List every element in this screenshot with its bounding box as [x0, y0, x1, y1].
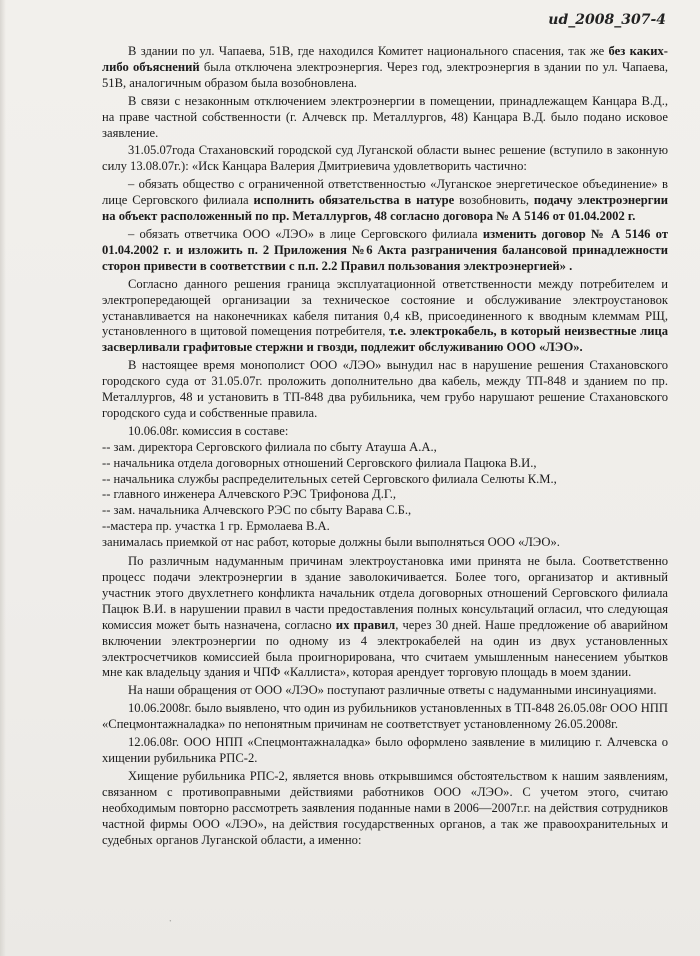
- text-run: 31.05.07года Стахановский городской суд Луганской области вынес решение (вступило в законную силу 13.08.07г.): «Иск Канцара Валерия Дмитриевича удовлетворить частично:: [102, 143, 668, 174]
- bold-text: без каких-либо объяснений: [102, 44, 669, 74]
- text-run: 10.06.08г. комиссия в составе:: [128, 423, 289, 438]
- commission-member: -- зам. начальника Алчевского РЭС по сбыту Варава С.Б.,: [102, 503, 412, 518]
- commission-list: [102, 440, 668, 535]
- commission-member: -- главного инженера Алчевского РЭС Трифонова Д.Г.,: [102, 487, 397, 502]
- paragraph: [102, 735, 668, 767]
- paragraph: [102, 701, 668, 733]
- text-run: Хищение рубильника РПС-2, является вновь открывшимся обстоятельством к нашим заявлениям, связанном с противоправными действиями работников ООО «ЛЭО». С учетом этого, считаю необходимым повторно рассмотреть заявления поданные нами в 2006—2007г.г. на действия сотрудников частной фирмы ООО «ЛЭО», на действия государственных органов, а так же правоохранительных и судебных органов Луганской области, а именно:: [102, 768, 668, 847]
- text-run: В здании по ул. Чапаева, 51В, где находился Комитет национального спасения, так же: [128, 44, 609, 58]
- bold-text: исполнить обязательства в натуре: [253, 193, 455, 208]
- text-run: , через 30 дней. Наше предложение об аварийном включении электроэнергии по одному из 4 электрокабелей на один из двух установленных электросчетчиков комиссией была проигнорирована, что считаем умышленным нанесением убытков мне как владельцу здания и ЧПФ «Каллиста», которая арендует торговую площадь в моем здании.: [102, 617, 668, 680]
- text-run: – обязать общество с ограниченной ответственностью «Луганское энергетическое объединение» в лице Серговского филиала: [102, 177, 668, 208]
- paragraph: [102, 227, 668, 275]
- text-run: На наши обращения от ООО «ЛЭО» поступают различные ответы с надуманными инсинуациями.: [128, 683, 657, 698]
- document-body: [102, 44, 668, 848]
- paragraph: [102, 683, 668, 699]
- paragraph: [102, 177, 668, 225]
- text-run: 10.06.2008г. было выявлено, что один из рубильников установленных в ТП-848 26.05.08г ООО НПП «Спецмонтажналадка» по непонятным причинам не соответствует установленному 26.05.2008г.: [102, 701, 668, 732]
- document-id: ud_2008_307-4: [548, 12, 666, 28]
- text-run: была отключена электроэнергия. Через год, электроэнергия в здании по ул. Чапаева, 51В, аналогичным образом была возобновлена.: [102, 59, 668, 90]
- paragraph: [102, 358, 668, 422]
- commission-member: -- зам. директора Серговского филиала по сбыту Атауша А.А.,: [102, 439, 437, 454]
- text-run: В связи с незаконным отключением электроэнергии в помещении, принадлежащем Канцара В.Д., на праве частной собственности (г. Алчевск пр. Металлургов, 48) Канцара В.Д. было подано исковое заявление.: [102, 93, 668, 140]
- paragraph: [102, 424, 668, 440]
- paragraph: [102, 277, 668, 357]
- text-run: 12.06.08г. ООО НПП «Спецмонтажналадка» было оформлено заявление в милицию г. Алчевска о хищении рубильника РПС-2.: [102, 735, 668, 765]
- scan-mark: ˙: [168, 918, 173, 933]
- commission-member: -- начальника отдела договорных отношений Серговского филиала Пацюка В.И.,: [102, 455, 537, 470]
- bold-text: их правил: [335, 617, 396, 632]
- paragraph: [102, 554, 668, 681]
- commission-tail: занималась приемкой от нас работ, которые должны были выполняться ООО «ЛЭО».: [102, 535, 560, 550]
- bold-text: т.е. электрокабель, в который неизвестные лица засверливали графитовые стержни и гвозди, подлежит обслуживанию ООО «ЛЭО».: [102, 324, 669, 355]
- scan-shadow: [0, 0, 6, 956]
- text-run: – обязать ответчика ООО «ЛЭО» в лице Серговского филиала: [128, 226, 483, 241]
- bold-text: изменить договор № А 5146 от 01.04.2002 г. и изложить п. 2 Приложения №6 Акта разграничения балансовой принадлежности сторон привести в соответствии с п.п. 2.2 Правил пользования электроэнергией» .: [102, 226, 668, 273]
- paragraphs-block-2: [102, 554, 668, 848]
- bold-text: подачу электроэнергии на объект расположенный по пр. Металлургов, 48 согласно договора № А 5146 от 01.04.2002 г.: [102, 193, 668, 224]
- paragraph: [102, 44, 668, 92]
- commission-member: -- начальника службы распределительных сетей Серговского филиала Селюты К.М.,: [102, 471, 557, 486]
- text-run: возобновить,: [454, 193, 534, 208]
- paragraph: [102, 94, 668, 142]
- commission-member: --мастера пр. участка 1 гр. Ермолаева В.А.: [102, 519, 330, 534]
- paragraph: [102, 143, 668, 175]
- paragraphs-block-1: [102, 44, 668, 440]
- text-run: По различным надуманным причинам электроустановка ими принята не была. Соответственно процесс подачи электроэнергии в здание заволокичивается. Более того, организатор и активный участник этого двухлетнего конфликта начальник отдела договорных отношений Серговского филиала Пацюк В.И. в нарушении правил в части предоставления полных консультаций огласил, что следующая комиссия может быть назначена, согласно: [102, 554, 668, 632]
- text-run: В настоящее время монополист ООО «ЛЭО» вынудил нас в нарушение решения Стахановского городского суда от 31.05.07г. проложить дополнительно два кабель, между ТП-848 и зданием по пр. Металлургов, 48 и установить в ТП-848 два рубильника, чем грубо нарушают решение Стахановского городского суда и собственные правила.: [102, 358, 668, 420]
- text-run: Согласно данного решения граница эксплуатационной ответственности между потребителем и электропередающей организации за техническое состояние и обслуживание электроустановок устанавливается на наконечниках кабеля питания 0,4 кВ, присоединенного к вводным клеммам РЩ, установленного в щитовой помещения потребителя,: [102, 276, 668, 339]
- paragraph: [102, 769, 668, 849]
